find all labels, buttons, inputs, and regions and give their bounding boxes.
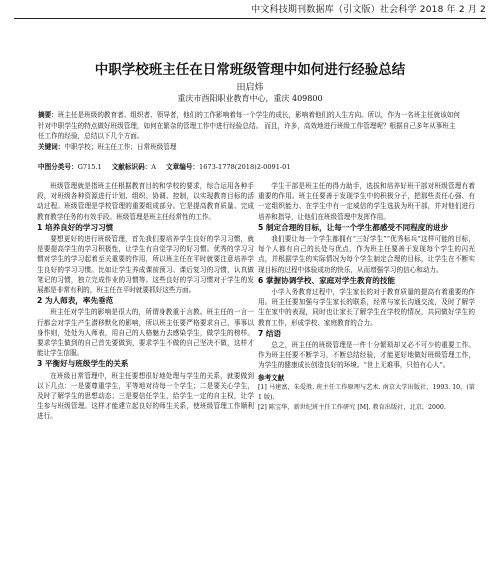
abstract <box>38 110 462 152</box>
section-heading: 5 制定合理的目标，让每一个学生都感受不同程度的进步 <box>258 222 449 232</box>
paragraph: 班主任对学生的影响是很大的，所谓身教重于言教。班主任的一言一行都会对学生产生潜移默化的影响，所以班主任要严格要求自己，事事以身作则，处处为人师表，用自己的人格魅力去感染学生，做学生的榜样。要求学生做到的自己首先要做到，要求学生不做的自己坚决不做，这样才能让学生信服。 <box>37 308 254 358</box>
section-heading: 1 培养良好的学习习惯 <box>37 222 114 232</box>
clc-value: G715.1 <box>77 163 102 171</box>
reference-item: [2] 陈宝华，新世纪班主任工作研究 [M]. 教育出版社，北京，2000. <box>258 404 446 412</box>
abstract-label: 摘要： <box>38 111 58 119</box>
body-column-right <box>258 181 475 413</box>
id-label: 文章编号： <box>166 163 200 171</box>
paragraph: 在班级日常管理中，班主任要想很好地处理与学生的关系，就要做到以下几点：一是要尊重学生，平等地对待每一个学生；二是要关心学生，及时了解学生的思想动态；三是要信任学生，给学生一定的自主权，让学生参与班级管理。这样才能建立起良好的师生关系，使班级管理工作顺利进行。 <box>37 371 254 421</box>
doc-label: 文献标识码： <box>111 163 152 171</box>
reference-item: [1] 马建富，朱爱胜. 班主任工作原理与艺术. 南京大学出版社，1993. 10，(第 1 版). <box>258 383 475 402</box>
section-heading: 3 平衡好与班级学生的关系 <box>37 359 129 369</box>
body-column-left <box>37 181 254 422</box>
keywords <box>38 142 462 153</box>
doc-value: A <box>151 163 157 171</box>
section-heading: 7 结语 <box>258 328 282 338</box>
keywords-text: 中职学校；班主任工作；日常班级管理 <box>64 142 177 151</box>
paragraph: 小学入务教育过程中，学生家长的对于教育质量的提高有着重要的作用。班主任要加强与学生家长的联系，经常与家长沟通交流，及时了解学生在家中的表现，同时也让家长了解学生在学校的情况，共同做好学生的教育工作，形成学校、家庭教育的合力。 <box>258 288 475 327</box>
author: 田启炜 <box>236 83 264 93</box>
clc-label: 中图分类号： <box>38 163 78 171</box>
classification-line <box>38 161 462 171</box>
section-heading: 6 掌握协调学校、家庭对学生教育的技能 <box>258 275 396 285</box>
paper-title: 中职学校班主任在日常班级管理中如何进行经验总结 <box>94 62 406 78</box>
references-heading: 参考文献 <box>258 373 285 382</box>
paragraph: 班级管理就是指班主任根据教育目的和学校的要求，综合运用各种手段，对班级各种资源进行计划、组织、协调、控制，以实现教育目标的活动过程。班级管理是学校管理的重要组成部分。它是提高教育质量、完成教育教学任务的有效手段。班级管理是班主任经常性的工作。 <box>37 182 254 221</box>
keywords-label: 关键词： <box>38 142 65 151</box>
paragraph: 要想更好的进行班级管理，首先我们要培养学生良好的学习习惯，就是要提高学生的学习积极性，让学生有自觉学习的好习惯。优秀的学习习惯对学生的学习起着至关重要的作用，所以班主任在平时就要注意培养学生良好的学习习惯。比如让学生养成课前预习、课后复习的习惯，认真做笔记的习惯，独立完成作业的习惯等。这些良好的学习习惯对于学生的发展都是非常有利的，班主任在平时就要抓好这些方面。 <box>37 235 254 295</box>
paragraph: 总之，班主任的班级管理是一件十分繁琐却又必不可少的重要工作。作为班主任要不断学习，不断总结经验，才能更好地做好班级管理工作，为学生的健康成长创造良好的环境。“世上无难事，只怕有心人”。 <box>258 341 475 370</box>
section-heading: 2 为人师表，率先垂范 <box>37 296 114 306</box>
paragraph: 学生干部是班主任的得力助手，选拔和培养好班干部对班级管理有着重要的作用。班主任要善于发现学生中的积极分子，把那些责任心强、有一定组织能力、在学生中有一定威信的学生选拔为班干部，并对他们进行培养和指导，让他们在班级管理中发挥作用。 <box>258 182 475 221</box>
id-value: 1673-1778(2018)2-0091-01 <box>199 163 291 171</box>
journal-header: 中文科技期刊数据库（引文版）社会科学 2018 年 2 月 2 <box>14 2 486 19</box>
abstract-text: 班主任是班级的教育者、组织者、领导者，他们的工作影响着每一个学生的成长，影响着他们的人生方向。所以，作为一名班主任就该如何针对中职学生的特点做好班级管理，如何在繁杂的管理工作中进行经验总结。 而且，许多，高效地进行班级工作管理呢？根据自己多年从事班主任工作的经验，总结以下几个方面。 <box>38 111 460 140</box>
affiliation: 重庆市酉阳职业教育中心，重庆 409800 <box>177 94 323 103</box>
paragraph: 我们要让每一个学生都拥有“三好学生”“优秀标兵”这样可能的目标，每个人都有自己的长处与优点，作为班主任要善于发现每个学生的闪光点，并根据学生的实际情况为每个学生制定合理的目标，让学生在不断实现目标的过程中体验成功的快乐，从而增强学习的信心和动力。 <box>258 235 475 274</box>
